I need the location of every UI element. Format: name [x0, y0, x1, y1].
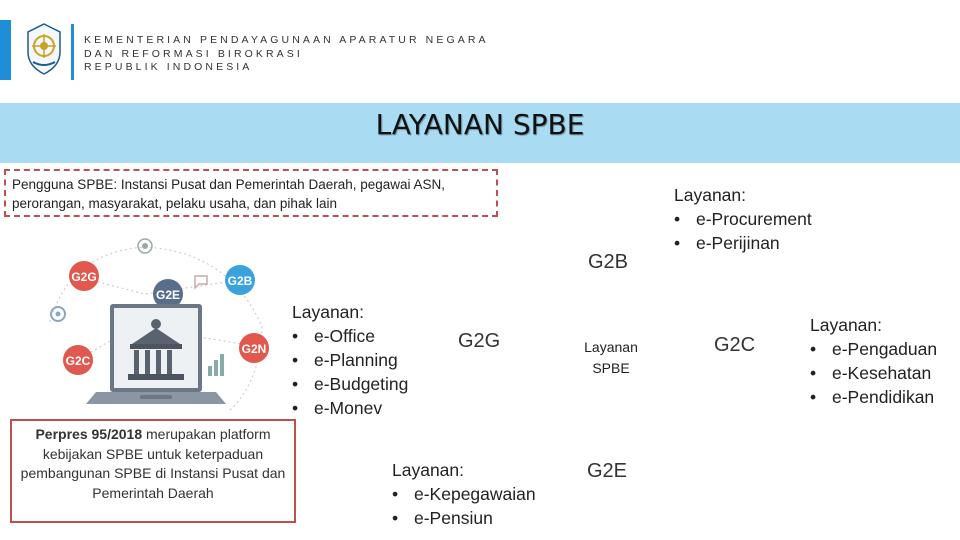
- label-g2g: G2G: [458, 330, 501, 352]
- badge-g2g: [69, 261, 99, 291]
- list-item: • e-Pendidikan: [810, 385, 937, 409]
- badge-g2n-label: G2N: [241, 342, 267, 356]
- list-item: • e-Monev: [292, 396, 408, 420]
- users-note: Pengguna SPBE: Instansi Pusat dan Pemerintah Daerah, pegawai ASN, perorangan, masyarakat, pelaku usaha, dan pihak lain: [4, 169, 498, 217]
- badge-g2c-label: G2C: [65, 354, 91, 368]
- policy-note-bold: Perpres 95/2018: [35, 426, 143, 442]
- badge-g2b-label: G2B: [227, 274, 253, 288]
- hub-line-1: Layanan: [584, 339, 638, 355]
- gear-icon: [51, 307, 65, 321]
- list-item: • e-Office: [292, 324, 408, 348]
- hub-line-2: SPBE: [592, 360, 630, 376]
- list-item: • e-Kepegawaian: [392, 482, 536, 506]
- target-icon: [138, 239, 152, 253]
- services-g2b-title: Layanan:: [674, 185, 747, 205]
- spbe-illustration: [30, 232, 280, 412]
- badge-g2n: [239, 333, 269, 363]
- badge-g2c: [63, 345, 93, 375]
- policy-note-text: merupakan platform kebijakan SPBE untuk keterpaduan pembangunan SPBE di Instansi Pusat dan Pemerintah Daerah: [20, 426, 286, 501]
- policy-note: [10, 419, 296, 523]
- services-g2g: [292, 300, 408, 420]
- laptop-government-icon: [86, 304, 226, 404]
- label-g2b: G2B: [588, 251, 629, 273]
- badge-g2b: [225, 265, 255, 295]
- ministry-emblem-icon: [24, 22, 64, 76]
- list-item: • e-Procurement: [674, 207, 812, 231]
- label-g2c: G2C: [714, 334, 756, 356]
- services-g2c-title: Layanan:: [810, 315, 883, 335]
- layanan-spbe-hub: [563, 337, 659, 379]
- services-g2b: [674, 183, 812, 255]
- services-g2c: [810, 313, 937, 409]
- list-item: • e-Pensiun: [392, 506, 536, 530]
- page-title: LAYANAN SPBE: [375, 108, 585, 141]
- list-item: • e-Budgeting: [292, 372, 408, 396]
- ministry-name: [84, 34, 489, 75]
- list-item: • e-Kesehatan: [810, 361, 937, 385]
- services-g2e: [392, 458, 536, 530]
- ministry-line-3: REPUBLIK INDONESIA: [84, 61, 253, 73]
- services-g2e-title: Layanan:: [392, 460, 465, 480]
- list-item: • e-Planning: [292, 348, 408, 372]
- ministry-line-1: KEMENTERIAN PENDAYAGUNAAN APARATUR NEGARA: [84, 34, 489, 46]
- badge-g2g-label: G2G: [71, 270, 97, 284]
- header-divider: [71, 24, 74, 80]
- header-accent-strip: [0, 20, 11, 80]
- label-g2e: G2E: [587, 460, 628, 482]
- bar-chart-icon: [208, 354, 224, 376]
- list-item: • e-Perijinan: [674, 231, 812, 255]
- badge-g2e-label: G2E: [155, 288, 181, 302]
- ministry-line-2: DAN REFORMASI BIROKRASI: [84, 47, 303, 60]
- services-g2g-title: Layanan:: [292, 302, 365, 322]
- list-item: • e-Pengaduan: [810, 337, 937, 361]
